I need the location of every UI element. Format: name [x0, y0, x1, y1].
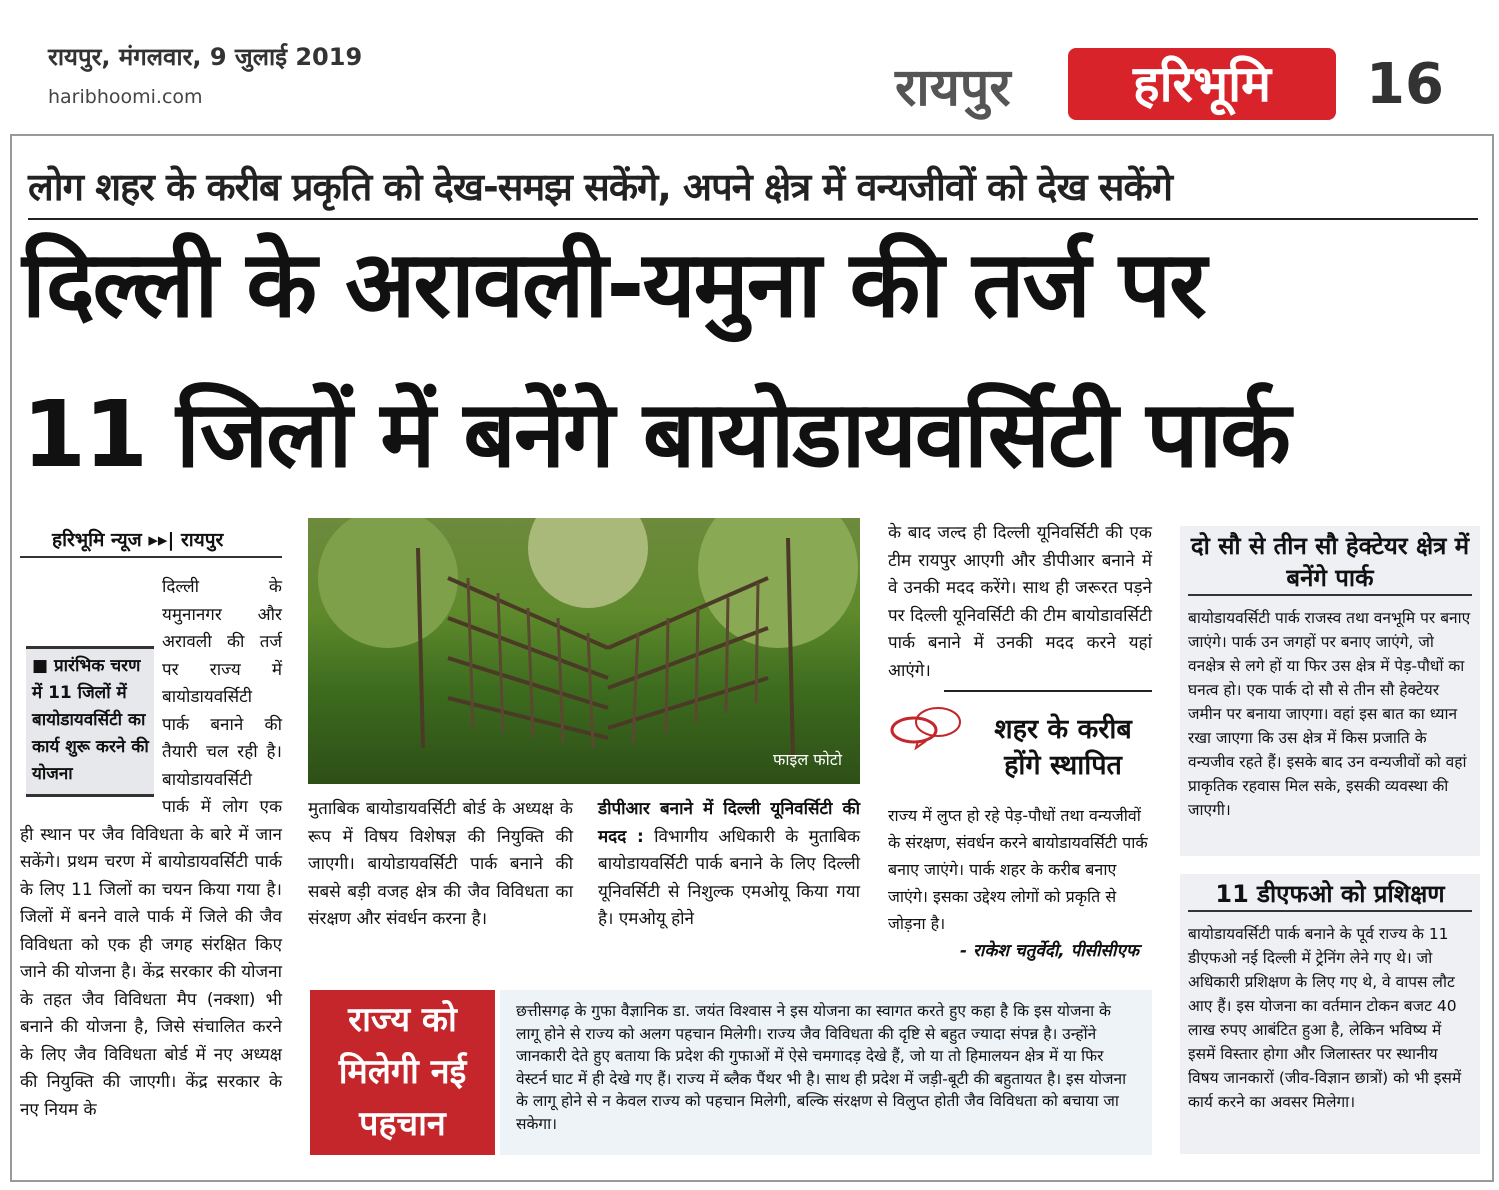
edition-date: रायपुर, मंगलवार, 9 जुलाई 2019	[48, 43, 363, 71]
speech-bubbles-icon	[888, 700, 968, 750]
article-column-3	[598, 796, 860, 934]
bottom-box-heading: राज्य को मिलेगी नई पहचान	[310, 990, 495, 1155]
fence-gate-illustration	[308, 518, 860, 784]
quote-heading: शहर के करीब होंगे स्थापित	[994, 714, 1132, 781]
edition-city: रायपुर	[895, 58, 1011, 118]
column-subhead: डीपीआर बनाने में दिल्ली यूनिवर्सिटी की मदद :	[598, 799, 860, 847]
article-column-2: मुताबिक बायोडायवर्सिटी बोर्ड के अध्यक्ष के रूप में विषय विशेषज्ञ की नियुक्ति की जाएगी। बायोडायवर्सिटी पार्क बनाने की सबसे बड़ी वजह क्षेत्र की जैव विविधता का संरक्षण और संवर्धन करना है।	[308, 799, 573, 929]
sidebar-park-area	[1180, 526, 1480, 856]
sidebar-body: बायोडायवर्सिटी पार्क बनाने के पूर्व राज्य के 11 डीएफओ नई दिल्ली में ट्रेनिंग लेने गए थे। जो अधिकारी प्रशिक्षण के लिए गए थे, वे वापस लौट आए हैं। इस योजना का वर्तमान टोकन बजट 40 लाख रुपए आबंटित हुआ है, लेकिन भविष्य में इसमें विस्तार होगा और जिलास्तर पर स्थानीय विषय जानकारों (जीव-विज्ञान छात्रों) को भी इसमें कार्य करने का अवसर मिलेगा।	[1188, 925, 1462, 1111]
sidebar-body: बायोडायवर्सिटी पार्क राजस्व तथा वनभूमि पर बनाए जाएंगे। पार्क उन जगहों पर बनाए जाएंगे, जो वनक्षेत्र से लगे हों या फिर उस क्षेत्र में पेड़-पौधों का घनत्व हो। एक पार्क दो सौ से तीन सौ हेक्टेयर जमीन पर बनाया जाएगा। वहां इस बात का ध्यान रखा जाएगा कि उस क्षेत्र में किस प्रजाति के वन्यजीव रहते हैं। इसके बाद उन वन्यजीवों को वहां प्राकृतिक रहवास मिल सके, इसकी व्यवस्था की जाएगी।	[1188, 609, 1471, 819]
byline: हरिभूमि न्यूज ▸▸| रायपुर	[52, 529, 224, 551]
page-number: 16	[1366, 52, 1444, 117]
site-url: haribhoomi.com	[48, 86, 203, 108]
article-photo	[308, 518, 860, 784]
column-text: विभागीय अधिकारी के मुताबिक बायोडायवर्सिटी पार्क बनाने के लिए दिल्ली यूनिवर्सिटी से निशुल्क एमओयू किया गया है। एमओयू होने	[598, 826, 861, 929]
pull-callout: ■ प्रारंभिक चरण में 11 जिलों में बायोडायवर्सिटी का कार्य शुरू करने की योजना	[26, 646, 154, 797]
quote-body: राज्य में लुप्त हो रहे पेड़-पौधों तथा वन्यजीवों के संरक्षण, संवर्धन करने बायोडायवर्सिटी पार्क बनाए जाएंगे। पार्क शहर के करीब बनाए जाएंगे। इसका उद्देश्य लोगों को प्रकृति से जोड़ना है।	[888, 806, 1148, 933]
headline-line-1: दिल्ली के अरावली-यमुना की तर्ज पर	[22, 231, 1205, 338]
article-column-4: के बाद जल्द ही दिल्ली यूनिवर्सिटी की एक टीम रायपुर आएगी और डीपीआर बनाने में वे उनकी मदद करेंगे। साथ ही जरूरत पड़ने पर दिल्ली यूनिवर्सिटी की टीम बायोडावर्सिटी पार्क बनाने में उनकी मदद करने यहां आएंगे।	[888, 523, 1152, 681]
divider	[20, 556, 282, 558]
sidebar-dfo-training	[1180, 874, 1480, 1154]
sidebar-heading: 11 डीएफओ को प्रशिक्षण	[1188, 878, 1472, 912]
headline-line-2: 11 जिलों में बनेंगे बायोडायवर्सिटी पार्क	[22, 381, 1289, 488]
kicker-headline: लोग शहर के करीब प्रकृति को देख-समझ सकेंगे, अपने क्षेत्र में वन्यजीवों को देख सकेंगे	[28, 160, 1478, 220]
divider	[944, 690, 1152, 692]
photo-caption: फाइल फोटो	[773, 750, 842, 769]
quote-attribution: - राकेश चतुर्वेदी, पीसीसीएफ	[960, 941, 1139, 961]
newspaper-logo: हरिभूमि	[1068, 48, 1336, 120]
sidebar-heading: दो सौ से तीन सौ हेक्टेयर क्षेत्र में बनेंगे पार्क	[1188, 530, 1472, 596]
bottom-box-body: छत्तीसगढ़ के गुफा वैज्ञानिक डा. जयंत विश्वास ने इस योजना का स्वागत करते हुए कहा है कि इस योजना के लागू होने से राज्य को अलग पहचान मिलेगी। राज्य जैव विविधता की दृष्टि से बहुत ज्यादा संपन्न है। उन्होंने जानकारी देते हुए बताया कि प्रदेश की गुफाओं में ऐसे चमगादड़ देखे हैं, जो या तो हिमालयन क्षेत्र में या फिर वेस्टर्न घाट में ही देखे गए हैं। राज्य में ब्लैक पैंथर भी है। साथ ही प्रदेश में जड़ी-बूटी की बहुतायत है। इस योजना के लागू होने से न केवल राज्य को पहचान मिलेगी, बल्कि संरक्षण से विलुप्त होती जैव विविधता को बचाया जा सकेगा।	[500, 990, 1152, 1155]
column-text: दिल्ली के यमुनानगर और अरावली की तर्ज पर राज्य में बायोडायवर्सिटी पार्क बनाने की तैयारी चल रही है। बायोडायवर्सिटी पार्क में लोग एक ही स्थान पर जैव विविधता के बारे में जान सकेंगे। प्रथम चरण में बायोडायवर्सिटी पार्क के लिए 11 जिलों का चयन किया गया है। जिलों में बनने वाले पार्क में जिले की जैव विविधता को एक ही जगह संरक्षित किए जाने की योजना है। केंद्र सरकार की योजना के तहत जैव विविधता मैप (नक्शा) भी बनाने की योजना है, जिसे संचालित करने के लिए जैव विविधता बोर्ड में नए अध्यक्ष की नियुक्ति की जाएगी। केंद्र सरकार के नए नियम के	[20, 577, 282, 1120]
